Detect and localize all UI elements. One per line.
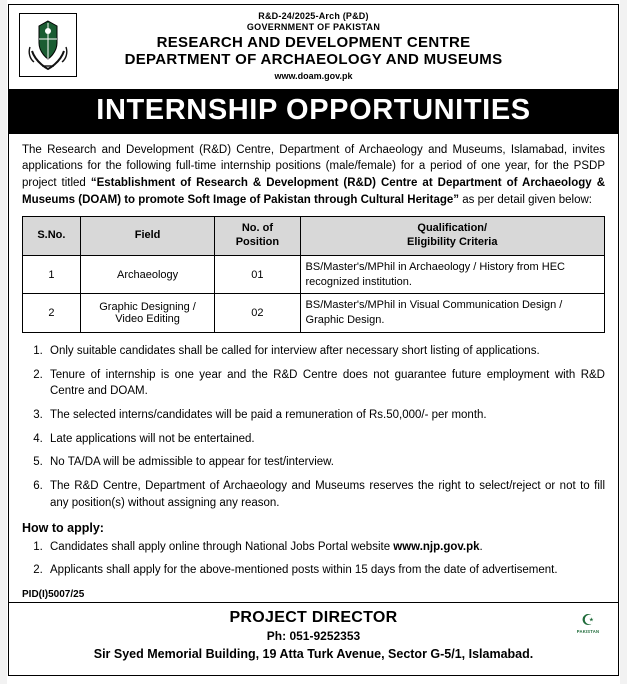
office-address: Sir Syed Memorial Building, 19 Atta Turk Avenue, Sector G-5/1, Islamabad. [93, 646, 534, 661]
list-item: 6. The R&D Centre, Department of Archaeology and Museums reserves the right to select/reject or not to fill any position(s) without assigning any reason. [46, 478, 605, 511]
cell-field: Graphic Designing / Video Editing [80, 294, 215, 333]
page-right-edge [620, 0, 627, 684]
table-head [23, 217, 605, 256]
cell-qualification: BS/Master's/MPhil in Visual Communication Design / Graphic Design. [300, 294, 604, 333]
project-title: “Establishment of Research & Development (R&D) Centre at Department of Archaeology & Museums (DOAM) to promote Soft Image of Pakistan through Cultural Heritage” [22, 176, 606, 206]
column-header-positions [215, 217, 300, 256]
list-item: 5. No TA/DA will be admissible to appear for test/interview. [46, 454, 605, 471]
document-body [9, 134, 618, 579]
pid-number: PID(I)5007/25 [22, 588, 85, 600]
list-item: 1. Only suitable candidates shall be called for interview after necessary short listing of applications. [46, 343, 605, 360]
column-header-positions-line2: Position [235, 235, 280, 248]
banner [9, 89, 618, 134]
column-header-qualification-line1: Qualification/ [417, 222, 488, 235]
table-row [23, 255, 605, 294]
table-header-row [23, 217, 605, 256]
national-jobs-portal-link[interactable]: www.njp.gov.pk [393, 541, 480, 554]
list-item: 2. Tenure of internship is one year and the R&D Centre does not guarantee future employment with R&D Centre and DOAM. [46, 367, 605, 400]
list-item: 3. The selected interns/candidates will be paid a remuneration of Rs.50,000/- per month. [46, 407, 605, 424]
list-item: 2. Applicants shall apply for the above-mentioned posts within 15 days from the date of advertisement. [46, 562, 605, 579]
column-header-qualification-line2: Eligibility Criteria [407, 235, 498, 248]
logo-label: PAKISTAN [576, 629, 600, 635]
apply-item-1-text: Candidates shall apply online through National Jobs Portal website [50, 541, 394, 554]
cell-sno: 2 [23, 294, 81, 333]
list-item [46, 539, 605, 556]
organization-line-1: RESEARCH AND DEVELOPMENT CENTRE [156, 34, 471, 51]
table-body [23, 255, 605, 332]
apply-item-1-suffix: . [479, 541, 483, 554]
cell-positions: 02 [215, 294, 300, 333]
crescent-star-icon: ☪ [581, 612, 595, 630]
conditions-list [22, 343, 605, 511]
cell-field: Archaeology [80, 255, 215, 294]
pakistan-logo-icon [566, 609, 610, 639]
how-to-apply-list [22, 539, 605, 578]
table-row [23, 294, 605, 333]
document-header [9, 5, 618, 85]
positions-table [22, 216, 605, 333]
document-footer [9, 602, 618, 668]
intro-part-1: The Research and Development (R&D) Centre, Department of Archaeology and Museums, Islamabad, invites applications for the following full-time internship positions (male/female) for a period of one year, for the PSDP project titled [22, 143, 605, 189]
reference-number: R&D-24/2025-Arch (P&D) [258, 11, 369, 21]
column-header-sno: S.No. [23, 217, 81, 256]
website-link[interactable]: www.doam.gov.pk [274, 70, 353, 81]
intro-paragraph [22, 142, 605, 209]
organization-line-2: DEPARTMENT OF ARCHAEOLOGY AND MUSEUMS [124, 51, 503, 69]
page-left-edge [0, 0, 7, 684]
cell-qualification: BS/Master's/MPhil in Archaeology / History from HEC recognized institution. [300, 255, 604, 294]
column-header-qualification [300, 217, 604, 256]
column-header-field: Field [80, 217, 215, 256]
pakistan-state-emblem-icon [19, 13, 77, 77]
advertisement-box [8, 4, 619, 676]
how-to-apply-heading: How to apply: [22, 521, 104, 536]
project-director-title: PROJECT DIRECTOR [229, 608, 398, 626]
contact-phone: Ph: 051-9252353 [266, 628, 361, 643]
cell-positions: 01 [215, 255, 300, 294]
banner-title: INTERNSHIP OPPORTUNITIES [96, 93, 531, 126]
column-header-positions-line1: No. of [241, 222, 273, 235]
list-item: 4. Late applications will not be entertained. [46, 431, 605, 448]
government-line: GOVERNMENT OF PAKISTAN [246, 22, 381, 32]
intro-part-2: as per detail given below: [459, 193, 592, 206]
cell-sno: 1 [23, 255, 81, 294]
